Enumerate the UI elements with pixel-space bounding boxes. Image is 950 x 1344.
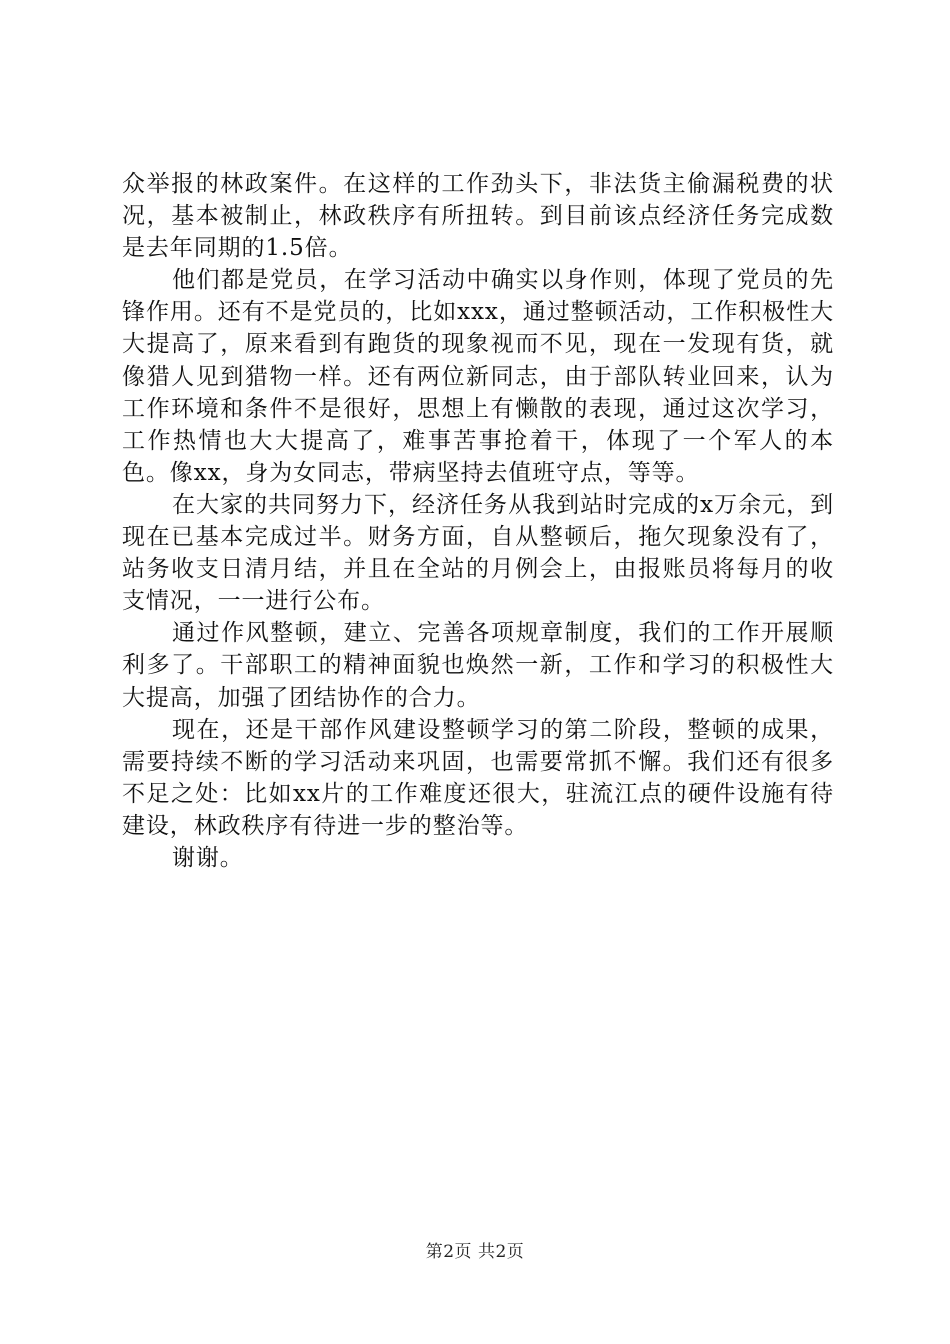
paragraph-closing: 谢谢。 — [172, 844, 244, 871]
paragraph-3: 在大家的共同努力下，经济任务从我到站时完成的x万余元，到现在已基本完成过半。财务方面，自从整顿后，拖欠现象没有了，站务收支日清月结，并且在全站的月例会上，由报账员将每月的收支情况，一一进行公布。 — [122, 491, 834, 615]
paragraph-2: 他们都是党员，在学习活动中确实以身作则，体现了党员的先锋作用。还有不是党员的，比如xxx，通过整顿活动，工作积极性大大提高了，原来看到有跑货的现象视而不见，现在一发现有货，就像猎人见到猎物一样。还有两位新同志，由于部队转业回来，认为工作环境和条件不是很好，思想上有懒散的表现，通过这次学习，工作热情也大大提高了，难事苦事抢着干，体现了一个军人的本色。像xx，身为女同志，带病坚持去值班守点，等等。 — [122, 267, 834, 486]
document-body — [122, 168, 834, 874]
page-footer: 第2页 共2页 — [425, 1242, 525, 1262]
paragraph-4: 通过作风整顿，建立、完善各项规章制度，我们的工作开展顺利多了。干部职工的精神面貌也焕然一新，工作和学习的积极性大大提高，加强了团结协作的合力。 — [122, 620, 834, 711]
paragraph-5: 现在，还是干部作风建设整顿学习的第二阶段，整顿的成果，需要持续不断的学习活动来巩固，也需要常抓不懈。我们还有很多不足之处：比如xx片的工作难度还很大，驻流江点的硬件设施有待建设，林政秩序有待进一步的整治等。 — [122, 716, 834, 839]
paragraph-1: 众举报的林政案件。在这样的工作劲头下，非法货主偷漏税费的状况，基本被制止，林政秩序有所扭转。到目前该点经济任务完成数是去年同期的1.5倍。 — [122, 171, 834, 262]
